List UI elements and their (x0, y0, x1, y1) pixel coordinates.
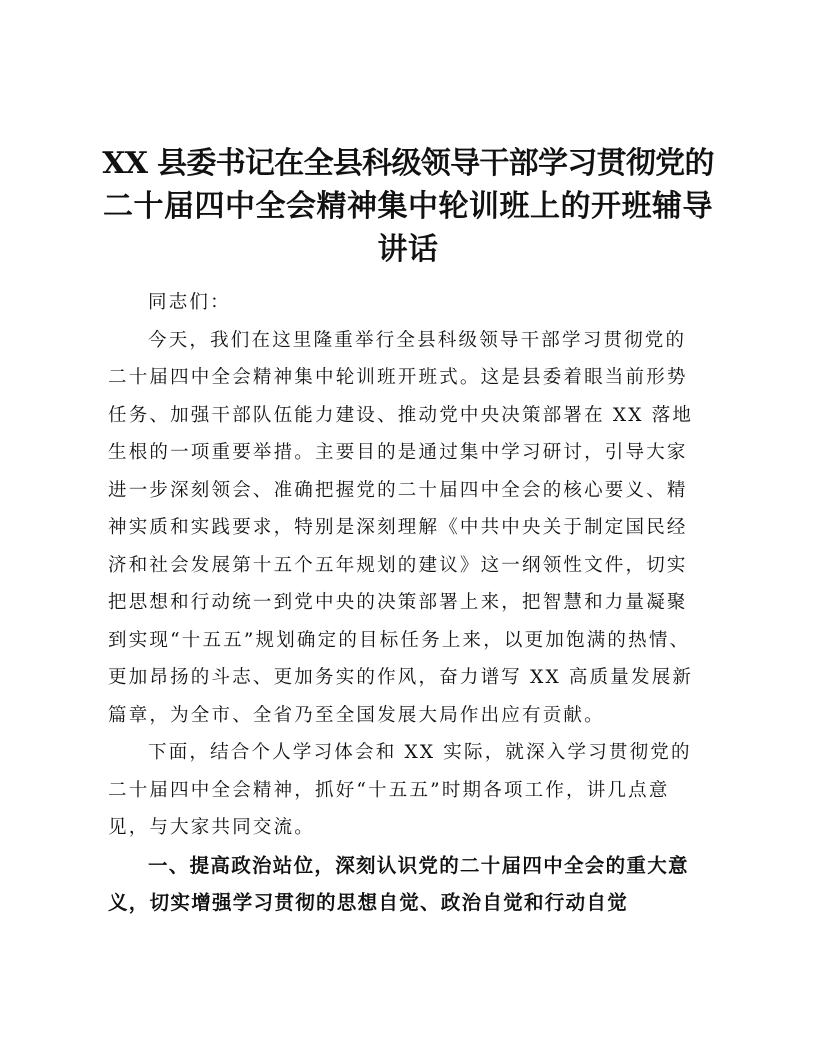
paragraph-line: 篇章，为全市、全省乃至全国发展大局作出应有贡献。 (108, 704, 605, 726)
document-body (108, 284, 710, 922)
paragraph-line: 济和社会发展第十五个五年规划的建议》这一纲领性文件，切实 (108, 554, 688, 576)
paragraph-opening (108, 322, 710, 735)
paragraph-line: 生根的一项重要举措。主要目的是通过集中学习研讨，引导大家 (108, 442, 688, 463)
paragraph-line: 今天，我们在这里隆重举行全县科级领导干部学习贯彻党的 (148, 329, 687, 351)
paragraph-line: 到实现“十五五”规划确定的目标任务上来，以更加饱满的热情、 (108, 629, 691, 651)
title-line-3: 讲话 (377, 232, 439, 267)
paragraph-line: 二十届四中全会精神，抓好“十五五”时期各项工作，讲几点意 (108, 779, 670, 801)
heading-line: 一、提高政治站位，深刻认识党的二十届四中全会的重大意 (148, 853, 689, 877)
section-heading-1 (108, 847, 710, 922)
title-line-1: XX 县委书记在全县科级领导干部学习贯彻党的 (102, 146, 714, 181)
paragraph-line: 把思想和行动统一到党中央的决策部署上来，把智慧和力量凝聚 (108, 592, 688, 613)
paragraph-line: 二十届四中全会精神集中轮训班开班式。这是县委着眼当前形势 (108, 367, 688, 388)
salutation (108, 284, 710, 322)
document-title (100, 142, 716, 271)
paragraph-line: 任务、加强干部队伍能力建设、推动党中央决策部署在 XX 落地 (108, 404, 694, 426)
paragraph-outline (108, 734, 710, 847)
paragraph-line: 见，与大家共同交流。 (108, 817, 316, 838)
paragraph-line: 进一步深刻领会、准确把握党的二十届四中全会的核心要义、精 (108, 479, 688, 501)
heading-line: 义，切实增强学习贯彻的思想自觉、政治自觉和行动自觉 (108, 891, 629, 914)
salutation-text: 同志们： (148, 292, 231, 313)
paragraph-line: 下面，结合个人学习体会和 XX 实际，就深入学习贯彻党的 (148, 742, 692, 763)
title-line-2: 二十届四中全会精神集中轮训班上的开班辅导 (103, 189, 713, 224)
paragraph-line: 更加昂扬的斗志、更加务实的作风，奋力谱写 XX 高质量发展新 (108, 667, 694, 688)
paragraph-line: 神实质和实践要求，特别是深刻理解《中共中央关于制定国民经 (108, 517, 688, 538)
